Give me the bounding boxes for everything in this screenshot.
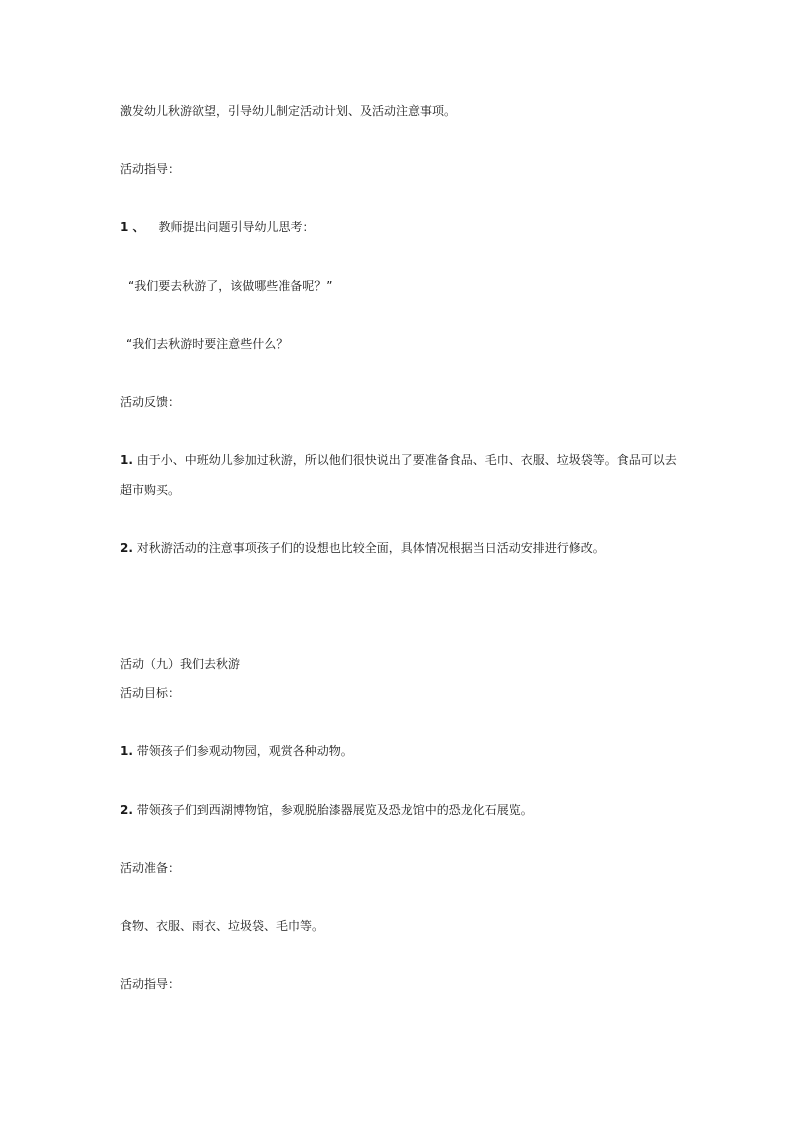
step-1-number: 1 、 [120,220,145,234]
feedback-item-2 [120,540,605,556]
goal-2-number: 2. [120,803,133,817]
feedback-2-line1: 对秋游活动的注意事项孩子们的设想也比较全面，具体情况根据当日活动安排进行修改。 [136,541,605,555]
activity-9-title: 活动（九）我们去秋游 [120,657,241,671]
feedback-2-number: 2. [120,541,133,555]
goal-2-text: 带领孩子们到西湖博物馆，参观脱胎漆器展览及恐龙馆中的恐龙化石展览。 [136,803,533,817]
feedback-1-line2: 超市购买。 [120,483,181,497]
prep-heading: 活动准备： [120,861,181,875]
goal-item-1 [120,743,353,759]
goal-item-2 [120,802,533,818]
question-1: “我们要去秋游了，该做哪些准备呢？” [128,279,333,293]
question-2: “我们去秋游时要注意些什么？ [126,337,289,351]
step-1-text: 教师提出问题引导幼儿思考： [158,220,315,234]
goals-heading: 活动目标： [120,686,181,700]
guidance-heading-2: 活动指导： [120,977,181,991]
guidance-heading: 活动指导： [120,162,181,176]
feedback-item-1 [120,452,677,468]
goal-1-text: 带领孩子们参观动物园，观赏各种动物。 [136,744,353,758]
prep-items: 食物、衣服、雨衣、垃圾袋、毛巾等。 [120,919,325,933]
feedback-1-number: 1. [120,453,133,467]
feedback-1-line1: 由于小、中班幼儿参加过秋游，所以他们很快说出了要准备食品、毛巾、衣服、垃圾袋等。食品可以去 [136,453,677,467]
feedback-heading: 活动反馈： [120,395,181,409]
intro-text: 激发幼儿秋游欲望，引导幼儿制定活动计划、及活动注意事项。 [120,104,457,118]
step-1 [120,219,315,235]
goal-1-number: 1. [120,744,133,758]
